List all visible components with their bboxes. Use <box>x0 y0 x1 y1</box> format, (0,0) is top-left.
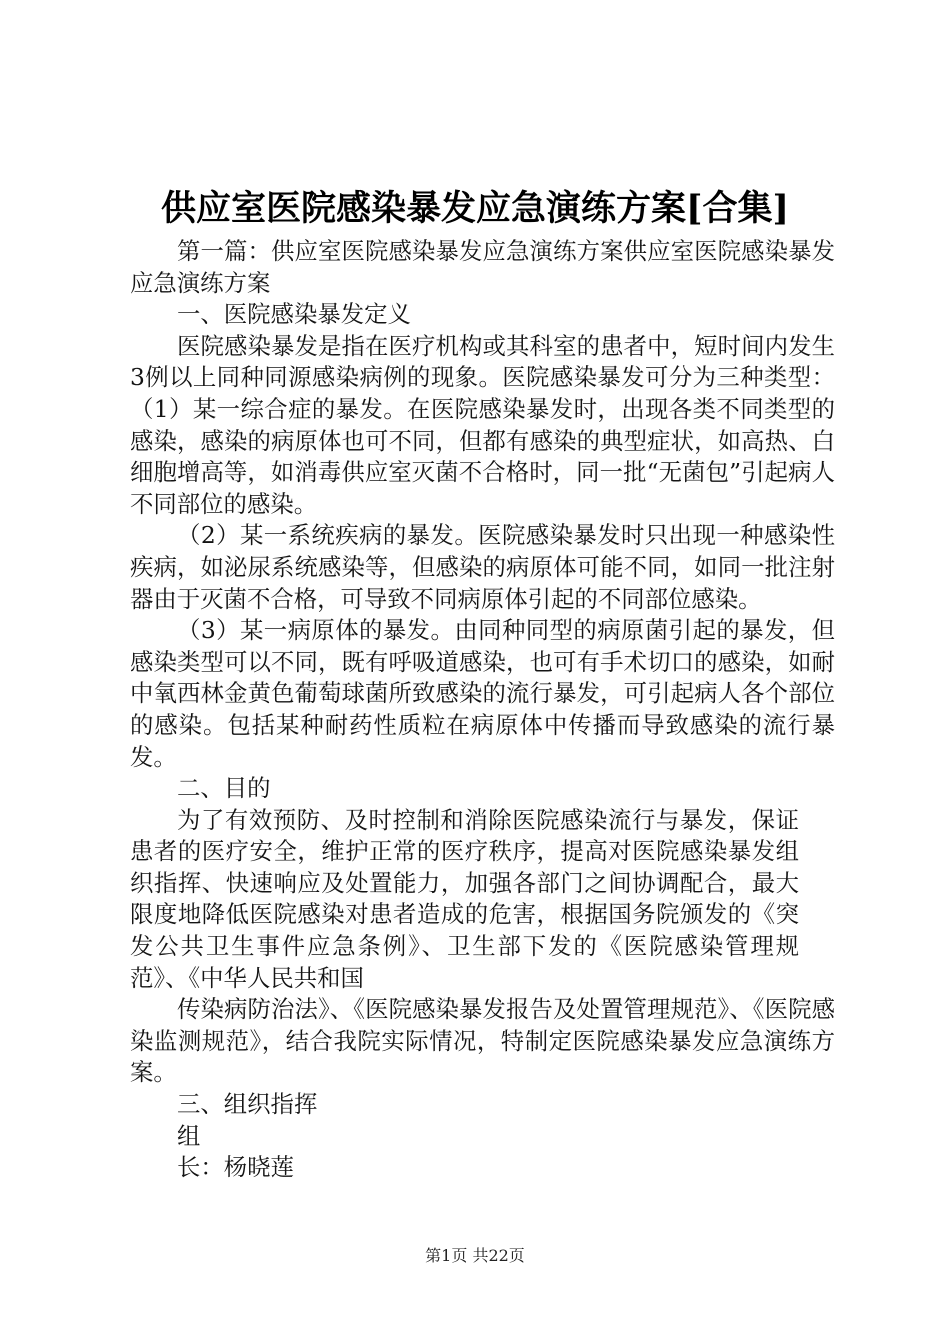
document-body <box>130 236 835 1184</box>
paragraph-type-3: （3）某一病原体的暴发。由同种同型的病原菌引起的暴发，但感染类型可以不同，既有呼吸道感染，也可有手术切口的感染，如耐中氧西林金黄色葡萄球菌所致感染的流行暴发，可引起病人各个部位的感染。包括某种耐药性质粒在病原体中传播而导致感染的流行暴发。 <box>130 616 835 771</box>
paragraph-group-leader: 长：杨晓莲 <box>177 1153 294 1182</box>
section-heading-definition: 一、医院感染暴发定义 <box>177 300 411 329</box>
paragraph-definition: 医院感染暴发是指在医疗机构或其科室的患者中，短时间内发生3例以上同种同源感染病例的现象。医院感染暴发可分为三种类型：（1）某一综合症的暴发。在医院感染暴发时，出现各类不同类型的感染，感染的病原体也可不同，但都有感染的典型症状，如高热、白细胞增高等，如消毒供应室灭菌不合格时，同一批“无菌包”引起病人不同部位的感染。 <box>130 331 835 518</box>
paragraph-group-label: 组 <box>177 1121 201 1150</box>
paragraph-chapter-heading: 第一篇：供应室医院感染暴发应急演练方案供应室医院感染暴发应急演练方案 <box>130 237 835 297</box>
document-title: 供应室医院感染暴发应急演练方案[合集] <box>160 188 790 229</box>
section-heading-organization: 三、组织指挥 <box>177 1090 318 1119</box>
page-number-footer: 第1页 共22页 <box>425 1246 525 1265</box>
paragraph-purpose-continued: 传染病防治法》、《医院感染暴发报告及处置管理规范》、《医院感染监测规范》，结合我院实际情况，特制定医院感染暴发应急演练方案。 <box>130 995 835 1087</box>
section-heading-purpose: 二、目的 <box>177 774 271 803</box>
paragraph-purpose: 为了有效预防、及时控制和消除医院感染流行与暴发，保证患者的医疗安全，维护正常的医疗秩序，提高对医院感染暴发组织指挥、快速响应及处置能力，加强各部门之间协调配合，最大限度地降低医院感染对患者造成的危害，根据国务院颁发的《突发公共卫生事件应急条例》、卫生部下发的《医院感染管理规范》、《中华人民共和国 <box>130 805 799 992</box>
paragraph-type-2: （2）某一系统疾病的暴发。医院感染暴发时只出现一种感染性疾病，如泌尿系统感染等，但感染的病原体可能不同，如同一批注射器由于灭菌不合格，可导致不同病原体引起的不同部位感染。 <box>130 521 835 613</box>
